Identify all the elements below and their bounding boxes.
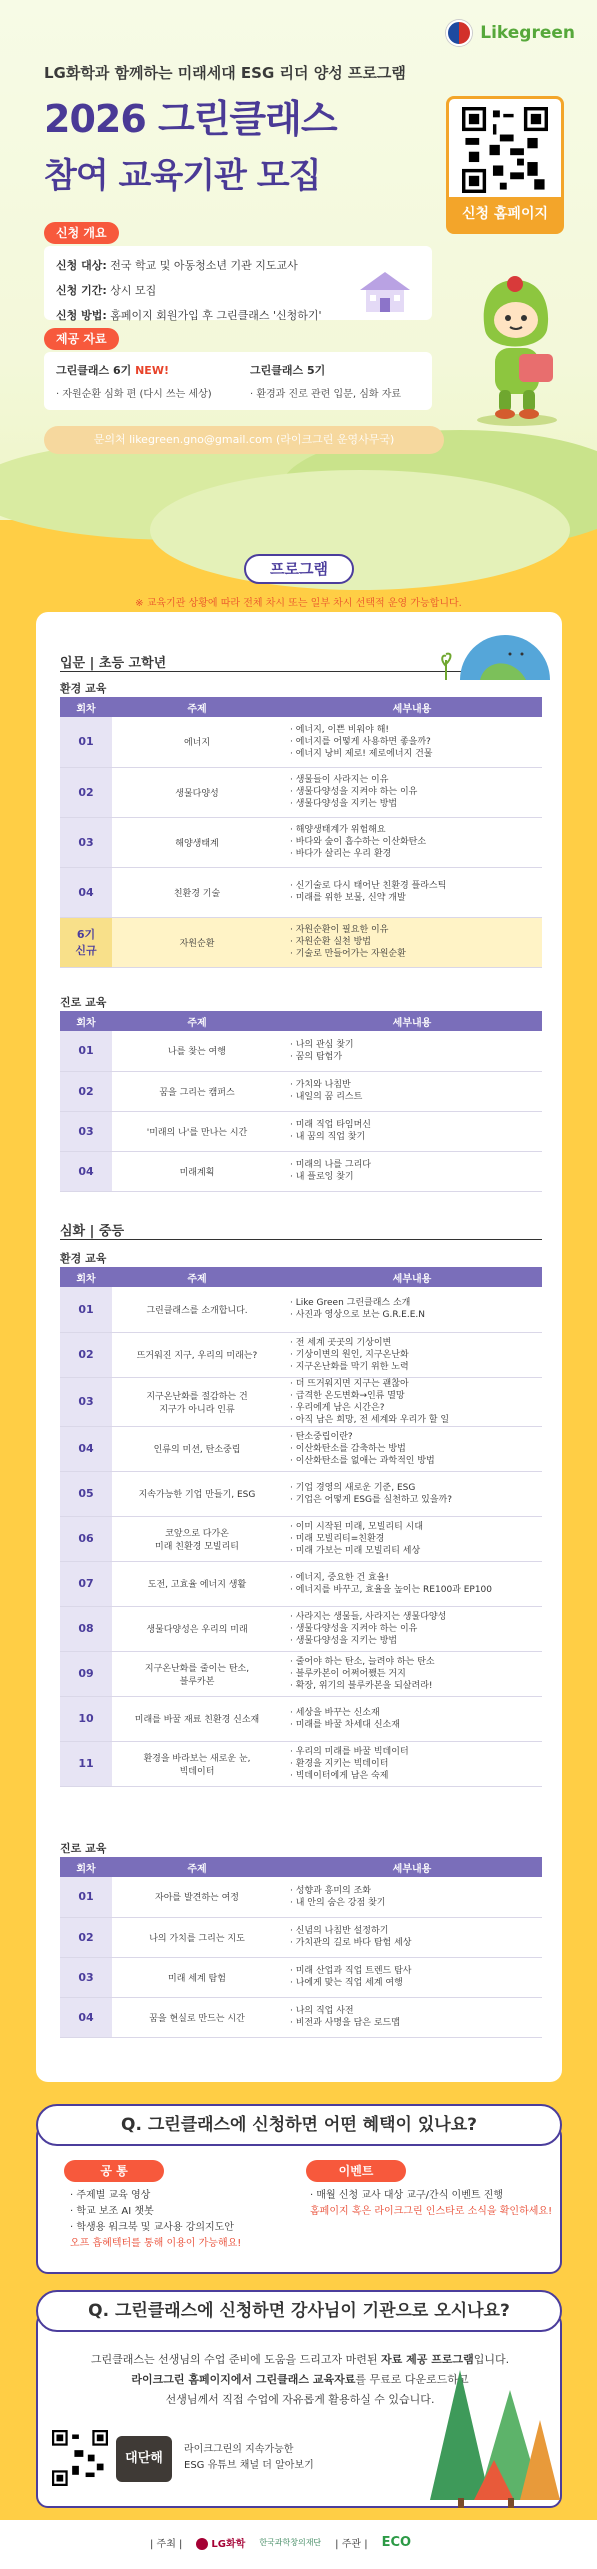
table-row bbox=[60, 1426, 542, 1471]
row-number: 04 bbox=[60, 867, 112, 917]
materials-box bbox=[44, 352, 432, 410]
middle-career-title: 진로 교육 bbox=[60, 1842, 107, 1855]
table-row bbox=[60, 1606, 542, 1651]
ministry-seal-icon bbox=[446, 20, 472, 46]
table-row bbox=[60, 1332, 542, 1377]
host-label: | 주최 | bbox=[150, 2539, 183, 2550]
apply-target: 신청 대상: 전국 학교 및 아동청소년 기관 지도교사 bbox=[56, 259, 298, 272]
row-details: · 자원순환이 필요한 이유 · 자원순환 실천 방법 · 기술로 만들어가는 자원순환 bbox=[282, 917, 542, 967]
row-number: 01 bbox=[60, 1031, 112, 1071]
row-number: 04 bbox=[60, 1151, 112, 1191]
divider bbox=[60, 1239, 542, 1240]
row-number: 02 bbox=[60, 1332, 112, 1377]
row-details: · 가치와 나침반 · 내일의 꿈 리스트 bbox=[282, 1071, 542, 1111]
contact-email[interactable]: 문의처 likegreen.gno@gmail.com (라이크그린 운영사무국) bbox=[44, 426, 444, 454]
row-topic: 지구온난화를 절감하는 건 지구가 아니라 인류 bbox=[112, 1377, 282, 1426]
hero-section bbox=[0, 0, 597, 520]
col-detail: 세부내용 bbox=[282, 1267, 542, 1287]
common-list: · 주제별 교육 영상 · 학교 보조 AI 챗봇 · 학생용 워크북 및 교사용 강의지도안 오프 흡혜텍터를 통해 이용이 가능해요! bbox=[70, 2190, 242, 2249]
lg-chem-logo: LG화학 bbox=[196, 2535, 245, 2550]
row-topic: 해양생태계 bbox=[112, 817, 282, 867]
row-topic: 나의 가치를 그리는 지도 bbox=[112, 1917, 282, 1957]
footer-logos bbox=[150, 2535, 411, 2550]
row-topic: 에너지 bbox=[112, 717, 282, 767]
material-5th: 그린클래스 5기 · 환경과 진로 관련 입문, 심화 자료 bbox=[250, 364, 402, 400]
row-number: 09 bbox=[60, 1651, 112, 1696]
row-number: 06 bbox=[60, 1516, 112, 1561]
row-details: · 미래의 나를 그리다 · 내 플로잉 찾기 bbox=[282, 1151, 542, 1191]
col-topic: 주제 bbox=[112, 1857, 282, 1877]
row-number: 02 bbox=[60, 1917, 112, 1957]
row-number: 08 bbox=[60, 1606, 112, 1651]
material-6th: 그린클래스 6기 NEW! · 자원순환 심화 편 (다시 쓰는 세상) bbox=[56, 364, 212, 400]
row-details: · 세상을 바꾸는 신소재 · 미래를 바꿀 차세대 신소재 bbox=[282, 1696, 542, 1741]
row-number: 01 bbox=[60, 717, 112, 767]
row-number: 02 bbox=[60, 1071, 112, 1111]
row-topic: 미래 세계 탐험 bbox=[112, 1957, 282, 1997]
apply-qr-card[interactable] bbox=[446, 96, 564, 234]
row-number: 04 bbox=[60, 1997, 112, 2037]
apply-method: 신청 방법: 홈페이지 회원가입 후 그린클래스 '신청하기' bbox=[56, 309, 322, 322]
row-topic: 지구온난화를 줄이는 탄소, 블루카본 bbox=[112, 1651, 282, 1696]
kofac-logo: 한국과학창의재단 bbox=[259, 2538, 322, 2547]
school-house-icon bbox=[358, 270, 412, 314]
row-topic: 나를 찾는 여행 bbox=[112, 1031, 282, 1071]
row-number: 01 bbox=[60, 1287, 112, 1332]
table-row bbox=[60, 1696, 542, 1741]
row-topic: 코앞으로 다가온 미래 친환경 모빌리티 bbox=[112, 1516, 282, 1561]
row-topic: 자아를 발견하는 여정 bbox=[112, 1877, 282, 1917]
organizer-label: | 주관 | bbox=[335, 2539, 368, 2550]
row-topic: 그린클래스를 소개합니다. bbox=[112, 1287, 282, 1332]
common-tag: 공 통 bbox=[64, 2160, 164, 2182]
elementary-env-table bbox=[60, 697, 542, 968]
table-row bbox=[60, 1031, 542, 1071]
qr-label: 신청 홈페이지 bbox=[449, 197, 561, 231]
row-number: 01 bbox=[60, 1877, 112, 1917]
earth-plant-icon bbox=[440, 620, 550, 680]
col-num: 회차 bbox=[60, 1011, 112, 1031]
row-topic: 꿈을 현실로 만드는 시간 bbox=[112, 1997, 282, 2037]
table-row bbox=[60, 1741, 542, 1786]
materials-tag: 제공 자료 bbox=[44, 328, 119, 350]
row-details: · 미래 직업 타임머신 · 내 꿈의 직업 찾기 bbox=[282, 1111, 542, 1151]
row-topic: 지속가능한 기업 만들기, ESG bbox=[112, 1471, 282, 1516]
elementary-career-table bbox=[60, 1011, 542, 1192]
header-logos bbox=[446, 20, 575, 46]
row-details: · 성향과 흥미의 조화 · 내 안의 숨은 강점 찾기 bbox=[282, 1877, 542, 1917]
col-detail: 세부내용 bbox=[282, 1857, 542, 1877]
row-topic: 인류의 미션, 탄소중립 bbox=[112, 1426, 282, 1471]
likegreen-logo: Likegreen bbox=[480, 23, 575, 43]
event-list: · 매월 신청 교사 대상 교구/간식 이벤트 진행 홈페이지 혹은 라이크그린 인스타로 소식을 확인하세요! bbox=[310, 2190, 553, 2217]
event-tag: 이벤트 bbox=[306, 2160, 406, 2182]
table-row bbox=[60, 1151, 542, 1191]
row-details: · 에너지, 이쁜 비워야 해! · 에너지를 어떻게 사용하면 좋을까? · 에너지 낭비 제로! 제로에너지 건물 bbox=[282, 717, 542, 767]
table-row bbox=[60, 1997, 542, 2037]
table-row bbox=[60, 1561, 542, 1606]
row-number: 07 bbox=[60, 1561, 112, 1606]
row-number: 02 bbox=[60, 767, 112, 817]
table-row bbox=[60, 767, 542, 817]
table-row bbox=[60, 1651, 542, 1696]
table-row bbox=[60, 1516, 542, 1561]
program-note: ※ 교육기관 상황에 따라 전체 차시 또는 일부 차시 선택적 운영 가능합니다. bbox=[135, 598, 462, 609]
row-details: · 미래 산업과 직업 트렌드 탐사 · 나에게 맞는 직업 세계 여행 bbox=[282, 1957, 542, 1997]
apply-tag: 신청 개요 bbox=[44, 222, 119, 244]
benefits-heading: Q. 그린클래스에 신청하면 어떤 혜택이 있나요? bbox=[36, 2104, 562, 2146]
middle-career-table bbox=[60, 1857, 542, 2038]
lecturer-heading: Q. 그린클래스에 신청하면 강사님이 기관으로 오시나요? bbox=[36, 2290, 562, 2332]
row-details: · 신기술로 다시 태어난 친환경 플라스틱 · 미래를 위한 보물, 신약 개발 bbox=[282, 867, 542, 917]
youtube-channel-badge[interactable]: 대단해 bbox=[116, 2436, 172, 2482]
row-details: · 신념의 나침반 설정하기 · 가치관의 길로 바다 탐험 세상 bbox=[282, 1917, 542, 1957]
col-topic: 주제 bbox=[112, 1011, 282, 1031]
row-details: · 해양생태계가 위험해요 · 바다와 숲이 흡수하는 이산화탄소 · 바다가 살리는 우리 환경 bbox=[282, 817, 542, 867]
elementary-level-title: 입문 | 초등 고학년 bbox=[60, 656, 167, 671]
row-topic: 꿈을 그리는 캠퍼스 bbox=[112, 1071, 282, 1111]
middle-env-title: 환경 교육 bbox=[60, 1252, 107, 1265]
col-detail: 세부내용 bbox=[282, 1011, 542, 1031]
col-num: 회차 bbox=[60, 697, 112, 717]
row-topic: 자원순환 bbox=[112, 917, 282, 967]
table-row bbox=[60, 1071, 542, 1111]
row-details: · Like Green 그린클래스 소개 · 사진과 영상으로 보는 G.R.E.E.N bbox=[282, 1287, 542, 1332]
table-row bbox=[60, 1111, 542, 1151]
page-title-line1: 2026 그린클래스 bbox=[44, 97, 337, 141]
eco-logo: ECO bbox=[381, 2535, 412, 2550]
row-number: 6기 신규 bbox=[60, 917, 112, 967]
footer bbox=[0, 2520, 597, 2569]
row-details: · 사라지는 생물들, 사라지는 생물다양성 · 생물다양성을 지켜야 하는 이유 · 생물다양성을 지키는 방법 bbox=[282, 1606, 542, 1651]
row-topic: 친환경 기술 bbox=[112, 867, 282, 917]
forest-trees-icon bbox=[430, 2360, 560, 2510]
page-title-line2: 참여 교육기관 모집 bbox=[44, 156, 321, 196]
hill-decoration bbox=[150, 470, 570, 590]
row-details: · 나의 관심 찾기 · 꿈의 탐험가 bbox=[282, 1031, 542, 1071]
row-details: · 나의 직업 사전 · 비전과 사명을 담은 로드맵 bbox=[282, 1997, 542, 2037]
row-details: · 탄소중립이란? · 이산화탄소를 감축하는 방법 · 이산화탄소를 없애는 과학적인 방법 bbox=[282, 1426, 542, 1471]
row-topic: 환경을 바라보는 새로운 눈, 빅데이터 bbox=[112, 1741, 282, 1786]
row-topic: 생물다양성은 우리의 미래 bbox=[112, 1606, 282, 1651]
apply-period: 신청 기간: 상시 모집 bbox=[56, 284, 157, 297]
row-details: · 기업 경영의 새로운 기준, ESG · 기업은 어떻게 ESG를 실천하고 있을까? bbox=[282, 1471, 542, 1516]
qr-code-icon[interactable] bbox=[462, 107, 548, 193]
table-row bbox=[60, 1877, 542, 1917]
youtube-qr-code-icon[interactable] bbox=[52, 2430, 108, 2486]
youtube-channel-text[interactable]: 라이크그린의 지속가능한 ESG 유튜브 채널 더 알아보기 bbox=[184, 2444, 314, 2471]
table-row bbox=[60, 867, 542, 917]
row-topic: 미래계획 bbox=[112, 1151, 282, 1191]
row-topic: 도전, 고효율 에너지 생활 bbox=[112, 1561, 282, 1606]
row-topic: 미래를 바꿀 재료 친환경 신소재 bbox=[112, 1696, 282, 1741]
subtitle: LG화학과 함께하는 미래세대 ESG 리더 양성 프로그램 bbox=[44, 64, 406, 82]
row-details: · 생물들이 사라지는 이유 · 생물다양성을 지켜야 하는 이유 · 생물다양성을 지키는 방법 bbox=[282, 767, 542, 817]
table-row bbox=[60, 1471, 542, 1516]
row-number: 03 bbox=[60, 1377, 112, 1426]
program-heading: 프로그램 bbox=[244, 554, 354, 584]
table-row bbox=[60, 1377, 542, 1426]
table-row bbox=[60, 1957, 542, 1997]
row-topic: 뜨거워진 지구, 우리의 미래는? bbox=[112, 1332, 282, 1377]
table-row bbox=[60, 717, 542, 767]
table-row bbox=[60, 1917, 542, 1957]
table-row bbox=[60, 817, 542, 867]
row-number: 11 bbox=[60, 1741, 112, 1786]
row-topic: 생물다양성 bbox=[112, 767, 282, 817]
row-number: 03 bbox=[60, 1957, 112, 1997]
row-details: · 에너지, 중요한 건 효율! · 에너지를 바꾸고, 효율을 높이는 RE100과 EP100 bbox=[282, 1561, 542, 1606]
col-topic: 주제 bbox=[112, 1267, 282, 1287]
col-num: 회차 bbox=[60, 1267, 112, 1287]
middle-level-title: 심화 | 중등 bbox=[60, 1224, 125, 1239]
table-row bbox=[60, 917, 542, 967]
col-topic: 주제 bbox=[112, 697, 282, 717]
row-details: · 전 세계 곳곳의 기상이변 · 기상이변의 원인, 지구온난화 · 지구온난화를 막기 위한 노력 bbox=[282, 1332, 542, 1377]
row-details: · 줄어야 하는 탄소, 늘려야 하는 탄소 · 블루카본이 어쩌어쨌든 거지 · 확장, 위기의 블루카본을 되살려라! bbox=[282, 1651, 542, 1696]
col-detail: 세부내용 bbox=[282, 697, 542, 717]
row-details: · 우리의 미래를 바꿀 빅데이터 · 환경을 지키는 빅데이터 · 빅데이터에게 남은 숙제 bbox=[282, 1741, 542, 1786]
row-details: · 더 뜨거워지면 지구는 괜찮아 · 급격한 온도변화→인류 멸망 · 우리에게 남은 시간은? · 아직 남은 희망, 전 세계와 우리가 할 일 bbox=[282, 1377, 542, 1426]
table-row bbox=[60, 1287, 542, 1332]
elementary-career-title: 진로 교육 bbox=[60, 996, 107, 1009]
middle-env-table bbox=[60, 1267, 542, 1787]
lecturer-paragraph: 그린클래스는 선생님의 수업 준비에 도움을 드리고자 마련된 자료 제공 프로그램입니다. 라이크그린 홈페이지에서 그린클래스 교육자료를 무료로 다운로드하고 선생님께서 직접 수업에 자유롭게 활용하실 수 있습니다. bbox=[90, 2353, 510, 2406]
row-number: 10 bbox=[60, 1696, 112, 1741]
mascot-character-icon bbox=[455, 270, 575, 430]
row-number: 05 bbox=[60, 1471, 112, 1516]
row-number: 03 bbox=[60, 1111, 112, 1151]
row-number: 04 bbox=[60, 1426, 112, 1471]
row-topic: '미래의 나'를 만나는 시간 bbox=[112, 1111, 282, 1151]
col-num: 회차 bbox=[60, 1857, 112, 1877]
row-number: 03 bbox=[60, 817, 112, 867]
row-details: · 이미 시작된 미래, 모빌리티 시대 · 미래 모빌리티=친환경 · 미래 가보는 미래 모빌리티 세상 bbox=[282, 1516, 542, 1561]
elementary-env-title: 환경 교육 bbox=[60, 682, 107, 695]
